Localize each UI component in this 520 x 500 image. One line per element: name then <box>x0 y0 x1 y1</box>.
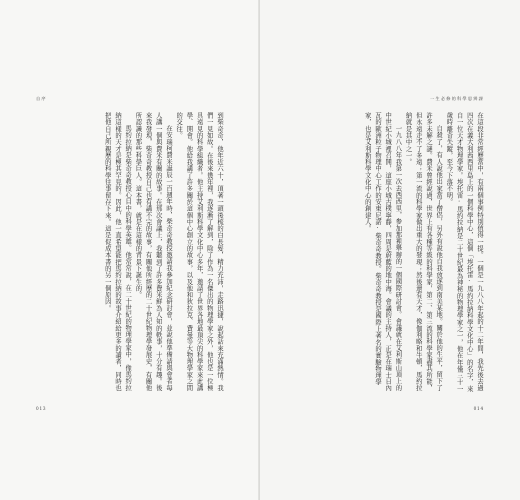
paragraph: 到柴奇奇，他年近六十，頂著一頭後梳的白長髮，精力充沛，走路迅捷，說起話來充滿熱情。我們一見如故。在後來幾年裡，我逐漸了解到，除了作為一名傑出的物理學家之外，他也是一位極具遠見的科學組織者。他主持艾利斯科學文化中心多年，邀請了世界各地最頂尖的科學家來此講學、開會。他給我講了許多關於這個中心創立的故事，以及他和狄拉克、費曼等大物理學家之間的交往。 <box>175 112 223 392</box>
paragraph: 在安瑞柯費米誕辰一百週年時，柴奇奇教授邀請我參加紀念研討會，並說他準備請與會者每人講一個與費米有關的故事。在那次會議上，我聽到了許多費米鮮為人知的軼事，十分有趣。後來我發現，柴奇奇教授自己也有講不完的故事，有關他所經歷的二十世紀物理學發展史，有關他所認識的那些科學巨人。這本書，就是在這樣的背景下誕生的。 <box>134 112 172 392</box>
running-head: 一生必修的科學思辨課 <box>430 96 484 101</box>
running-head: 自序 <box>36 96 47 101</box>
right-page <box>260 0 520 500</box>
page-number: 014 <box>473 406 484 411</box>
paragraph: 一九八八年我第一次去西西里，参加那裡舉辦的一個國際研討會。會議就在艾利斯山頂上的中世紀小城裡召開，這座小城古樸寧靜，四周是蔚藍的地中海。會議的主持人，正是在瑞士日內瓦的歐洲粒子物理中心工作的安東尼諾·柴奇奇教授。柴奇奇教授是國際上著名的實驗物理學家，也是艾利斯科學文化中心的創建人。 <box>363 112 402 392</box>
body-text <box>296 112 484 397</box>
paragraph: 馬約拉納是柴奇奇教授心目中的科學英雄。他常常說，在二十世紀的物理學家中，像馬約拉納這樣的天才是極其罕見的。因此，他一直希望能把馬約拉納的故事介紹給更多的讀者，同時也把他自己所親歷的科學往事留存下來。這是促成本書的另一個原因。 <box>103 112 132 392</box>
page-number: 013 <box>36 406 47 411</box>
body-text <box>36 112 224 397</box>
paragraph: 自殺了，有人說他出家當了僧侶，另外有說他自我放逐到南美某地。關於他的生平，留下了許多未解之謎。費米曾經說過，世界上有各種等級的科學家，第二、第三流的科學家盡其所能，但永遠走不了多遠；第一流的科學家做出重大的發現；然後還有天才，像伽利略和牛頓，馬約拉納就是其中之一。 <box>404 112 443 392</box>
paragraph: 在這段非常經歷當中，有兩個事例特別值得一提。一個是一九八八年起的十二年間，我先後去過四次在義大利西西里島上的一個科學中心，這個「埃托雷·馬約拉納科學文化中心」的名字，來自一位天才物理學家。埃托雷·馬約拉納是二十世紀最為神秘的物理學家之一，他在年僅三十一歲時離奇失蹤，至今下落不明。 <box>445 112 483 392</box>
